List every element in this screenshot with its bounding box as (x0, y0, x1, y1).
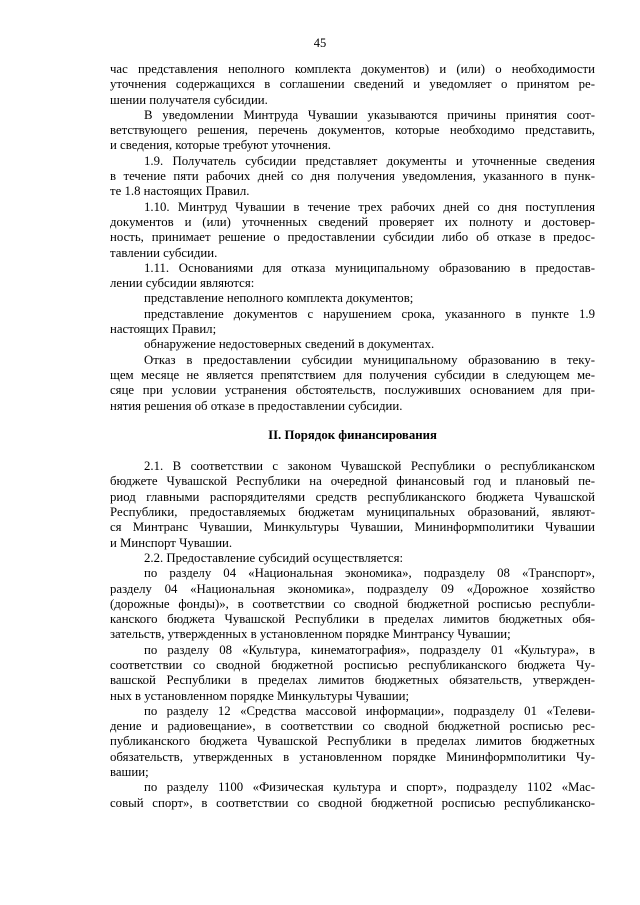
section-1-text (110, 62, 595, 414)
text-line: бюджете Чувашской Республики на очередной финансовый год и плановый пе- (110, 474, 595, 489)
text-line: разделу 04 «Национальная экономика», подразделу 09 «Дорожное хозяйство (110, 581, 595, 596)
text-line: зательств, утвержденных в установленном порядке Минтрансу Чувашии; (110, 627, 511, 642)
text-line: совый спорт», в соответствии со сводной бюджетной росписью республиканско- (110, 795, 595, 810)
text-line: ся Минтранс Чувашии, Минкультуры Чувашии, Мининформполитики Чувашии (110, 520, 595, 535)
text-line: обнаружение недостоверных сведений в документах. (144, 337, 435, 352)
text-line: риод главными распорядителями средств республиканского бюджета Чувашской (110, 489, 595, 504)
text-line: 1.11. Основаниями для отказа муниципальному образованию в предостав- (144, 260, 595, 275)
text-line: час представления неполного комплекта документов) и (или) о необходимости (110, 62, 595, 76)
text-line: В уведомлении Минтруда Чувашии указываются причины принятия соот- (144, 107, 595, 122)
text-line: документов и (или) уточненных сведений проверяет их полноту и достовер- (110, 214, 595, 229)
text-line: и сведения, которые требуют уточнения. (110, 138, 331, 153)
text-line: 1.10. Минтруд Чувашии в течение трех рабочих дней со дня поступления (144, 199, 595, 214)
text-line: по разделу 08 «Культура, кинематография», подразделу 01 «Культура», в (144, 642, 595, 657)
text-line: лении субсидии являются: (110, 276, 255, 291)
text-line: щем месяце не является препятствием для получения субсидии в следующем ме- (110, 367, 595, 382)
text-line: представление документов с нарушением срока, указанного в пункте 1.9 (144, 306, 595, 321)
document-body (110, 62, 595, 811)
text-line: дение и радиовещание», в соответствии со сводной бюджетной росписью рес- (110, 719, 595, 734)
text-line: тавлении субсидии. (110, 245, 218, 260)
text-line: шении получателя субсидии. (110, 92, 268, 107)
text-line: Республики, предоставляемых бюджетам муниципальных образований, являют- (110, 505, 595, 520)
text-line: 2.1. В соответствии с законом Чувашской Республики о республиканском (144, 459, 595, 474)
text-line: канского бюджета Чувашской Республики в пределах лимитов бюджетных обя- (110, 612, 595, 627)
text-line: ветствующего решения, перечень документов, которые необходимо представить, (110, 123, 595, 138)
section-heading: II. Порядок финансирования (268, 427, 437, 442)
page-number: 45 (313, 36, 327, 50)
text-line: представление неполного комплекта документов; (144, 291, 414, 306)
text-line: 1.9. Получатель субсидии представляет документы и уточненные сведения (144, 153, 595, 168)
text-line: и Минспорт Чувашии. (110, 535, 233, 550)
text-line: публиканского бюджета Чувашской Республики в пределах лимитов бюджетных (110, 734, 595, 749)
text-line: ность, принимает решение о предоставлении субсидии либо об отказе в предос- (110, 230, 595, 245)
text-line: 2.2. Предоставление субсидий осуществляется: (144, 550, 404, 565)
text-line: ных в установленном порядке Минкультуры Чувашии; (110, 688, 410, 703)
section-2-text (110, 459, 595, 811)
text-line: в течение пяти рабочих дней со дня получения уведомления, указанного в пунк- (110, 169, 595, 184)
text-line: нятия решения об отказе в предоставлении субсидии. (110, 398, 403, 413)
text-line: по разделу 04 «Национальная экономика», подразделу 08 «Транспорт», (144, 566, 595, 581)
text-line: вашской Республики в пределах лимитов бюджетных обязательств, утвержден- (110, 673, 595, 688)
text-line: по разделу 1100 «Физическая культура и спорт», подразделу 1102 «Мас- (144, 780, 595, 795)
text-line: настоящих Правил; (110, 322, 217, 337)
text-line: сяце при условии устранения обстоятельств, послуживших основанием для при- (110, 383, 595, 398)
text-line: вашии; (110, 765, 149, 780)
text-line: обязательств, утвержденных в установленном порядке Мининформполитики Чу- (110, 749, 595, 764)
text-line: Отказ в предоставлении субсидии муниципальному образованию в теку- (144, 352, 595, 367)
text-line: соответствии со сводной бюджетной росписью республиканского бюджета Чу- (110, 657, 595, 672)
text-line: (дорожные фонды)», в соответствии со сводной бюджетной росписью республи- (110, 596, 595, 611)
text-line: по разделу 12 «Средства массовой информации», подразделу 01 «Телеви- (144, 703, 595, 718)
text-line: те 1.8 настоящих Правил. (110, 184, 250, 199)
text-line: уточнения содержащихся в соглашении сведений и уведомляет о принятом ре- (110, 77, 595, 92)
